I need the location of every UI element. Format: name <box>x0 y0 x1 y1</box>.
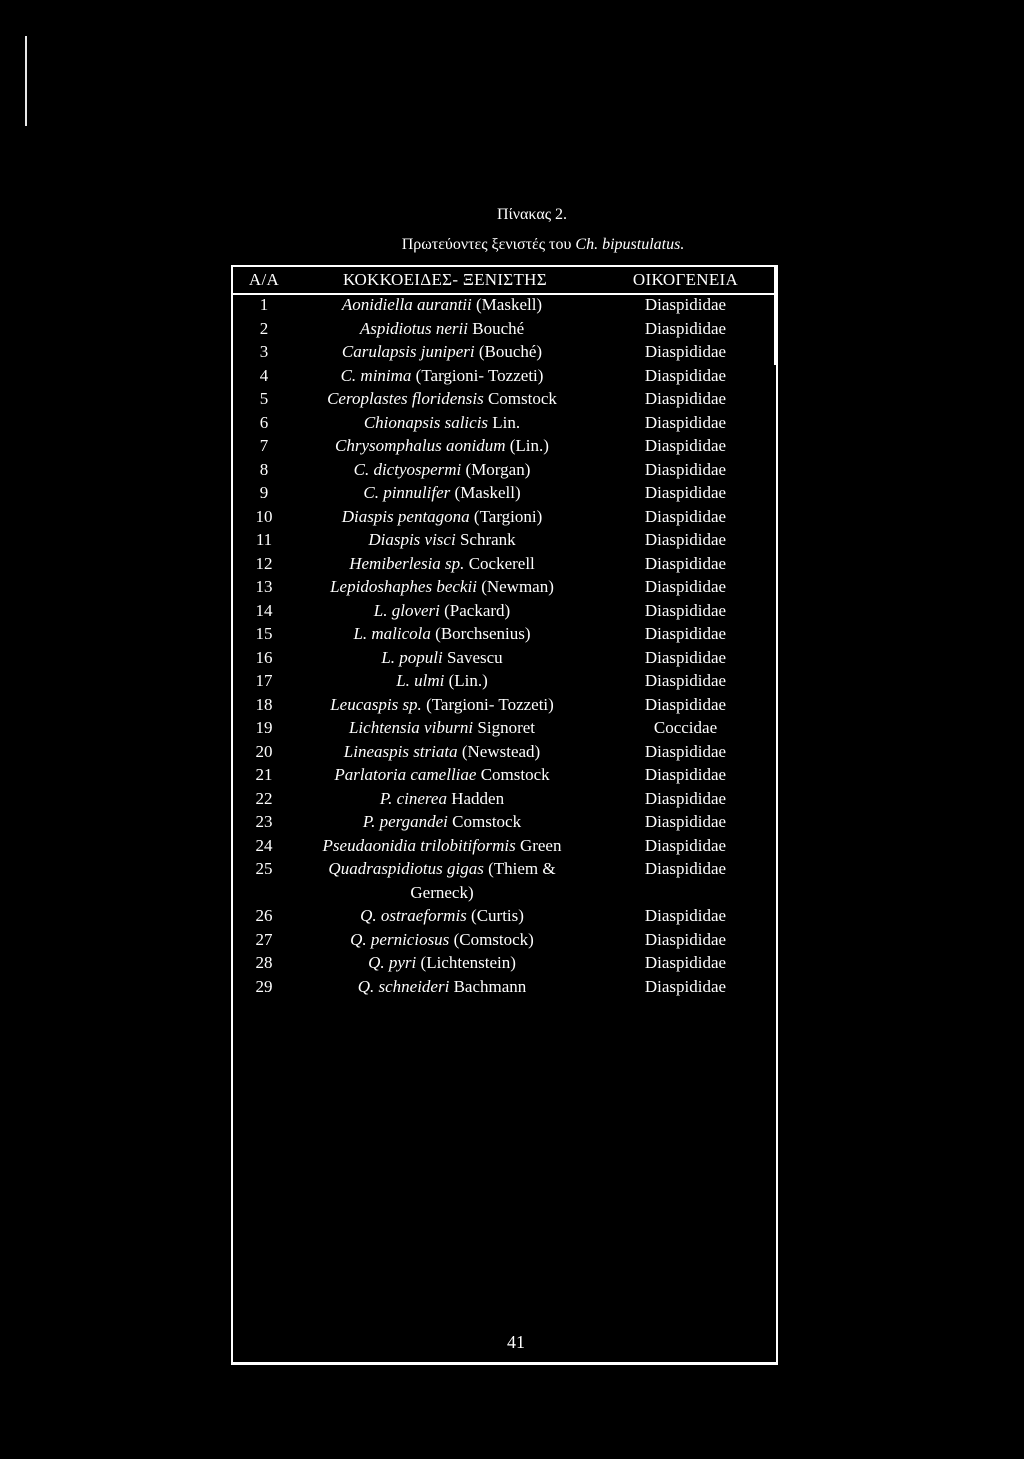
table-row <box>233 975 776 999</box>
row-index: 2 <box>259 318 269 338</box>
species-name: Parlatoria camelliae <box>334 765 477 784</box>
species-name: Aspidiotus nerii <box>359 318 468 338</box>
species-name: Q. pyri <box>368 953 417 972</box>
page-number: 41 <box>507 1332 525 1352</box>
species-author: Signoret <box>473 718 536 737</box>
row-index: 9 <box>259 483 269 502</box>
row-host-species <box>295 340 595 364</box>
species-name: C. dictyospermi <box>353 459 462 479</box>
row-index: 24 <box>255 835 273 855</box>
row-index: 3 <box>259 342 269 361</box>
row-host-species <box>295 646 595 670</box>
row-family: Diaspididae <box>644 577 727 596</box>
table-row <box>233 787 776 811</box>
table-row <box>233 340 776 364</box>
table-row <box>233 669 776 693</box>
species-author: Green <box>515 835 562 855</box>
row-host-species <box>295 975 595 999</box>
species-name: Pseudaonidia trilobitiformis <box>322 835 516 855</box>
table-row <box>233 834 776 858</box>
caption-subtitle-species: Ch. bipustulatus. <box>575 236 685 253</box>
row-index: 12 <box>255 553 273 573</box>
row-family: Diaspididae <box>644 859 727 878</box>
species-author: (Maskell) <box>450 483 521 502</box>
row-family: Diaspididae <box>644 365 727 385</box>
row-index: 21 <box>255 765 273 784</box>
row-index: 8 <box>259 459 269 479</box>
table-row <box>233 646 776 670</box>
table-row <box>233 458 776 482</box>
table-row <box>233 528 776 552</box>
table-caption-subtitle <box>0 236 1024 254</box>
row-family: Diaspididae <box>644 812 727 831</box>
species-author: Cockerell <box>464 553 535 573</box>
table-row <box>233 317 776 341</box>
row-family: Diaspididae <box>644 342 727 361</box>
table-row <box>233 411 776 435</box>
table-row <box>233 434 776 458</box>
row-host-species <box>295 458 595 482</box>
scan-artifact-line <box>25 36 27 126</box>
row-index: 17 <box>255 671 273 690</box>
row-index: 26 <box>255 906 273 925</box>
species-author: (Borchsenius) <box>430 624 531 643</box>
table-row <box>233 763 776 787</box>
row-family: Diaspididae <box>644 647 727 667</box>
row-family: Diaspididae <box>644 906 727 925</box>
species-name: Lineaspis striata <box>343 741 458 761</box>
host-species-table <box>233 267 776 998</box>
species-author: Bachmann <box>449 976 527 996</box>
row-family: Diaspididae <box>644 788 727 808</box>
species-name: Q. perniciosus <box>350 929 450 949</box>
row-host-species <box>295 528 595 552</box>
species-name: Carulapsis juniperi <box>341 342 475 361</box>
row-index: 29 <box>255 976 273 996</box>
row-family: Coccidae <box>653 718 718 737</box>
species-author: Bouché <box>467 318 525 338</box>
species-author: (Lichtenstein) <box>416 953 516 972</box>
row-host-species <box>295 904 595 928</box>
species-name: Chionapsis salicis <box>363 412 489 432</box>
row-family: Diaspididae <box>644 694 727 714</box>
species-author: (Targioni- Tozzeti) <box>411 365 544 385</box>
row-host-species <box>295 857 595 904</box>
table-row <box>233 293 776 317</box>
row-host-species <box>295 763 595 787</box>
row-index: 5 <box>259 389 269 408</box>
row-host-species <box>295 716 595 740</box>
species-author: Schrank <box>455 530 516 549</box>
row-host-species <box>295 810 595 834</box>
row-host-species <box>295 693 595 717</box>
species-name: Diaspis pentagona <box>341 506 470 526</box>
row-family: Diaspididae <box>644 530 727 549</box>
table-caption-title <box>0 206 1024 224</box>
species-author: (Targioni) <box>469 506 543 526</box>
species-author: Hadden <box>446 788 505 808</box>
row-host-species <box>295 481 595 505</box>
species-author: (Lin.) <box>505 436 549 455</box>
table-row <box>233 599 776 623</box>
species-name: Q. ostraeformis <box>360 906 467 925</box>
species-name: Ceroplastes floridensis <box>327 389 484 408</box>
species-author: (Maskell) <box>471 295 543 314</box>
row-family: Diaspididae <box>644 483 727 502</box>
caption-title-text: Πίνακας 2. <box>496 206 568 223</box>
caption-subtitle-prefix: Πρωτεύοντες ξενιστές του <box>401 236 576 253</box>
species-author: (Curtis) <box>466 906 524 925</box>
row-index: 7 <box>259 436 269 455</box>
species-name: P. pergandei <box>362 812 448 831</box>
table-row <box>233 928 776 952</box>
row-index: 18 <box>255 694 273 714</box>
row-family: Diaspididae <box>644 953 727 972</box>
row-host-species <box>295 599 595 623</box>
row-index: 16 <box>255 647 273 667</box>
species-author: (Packard) <box>439 600 511 620</box>
species-author: Comstock <box>447 812 522 831</box>
table-row <box>233 740 776 764</box>
table-row <box>233 857 776 904</box>
row-index: 27 <box>255 929 273 949</box>
species-author: Comstock <box>483 389 557 408</box>
row-family: Diaspididae <box>644 295 727 314</box>
row-family: Diaspididae <box>644 436 727 455</box>
species-name: Aonidiella aurantii <box>341 295 472 314</box>
row-family: Diaspididae <box>644 412 727 432</box>
species-name: Chrysomphalus aonidum <box>335 436 506 455</box>
species-name: Lepidoshaphes beckii <box>330 577 477 596</box>
row-host-species <box>295 622 595 646</box>
row-index: 23 <box>255 812 273 831</box>
table-row <box>233 904 776 928</box>
species-author: (Morgan) <box>461 459 531 479</box>
row-family: Diaspididae <box>644 553 727 573</box>
table-row <box>233 387 776 411</box>
row-host-species <box>295 575 595 599</box>
header-host: ΚΟΚΚΟΕΙΔΕΣ- ΞΕΝΙΣΤΗΣ <box>343 270 547 289</box>
species-name: L. gloveri <box>373 600 440 620</box>
table-border-bottom <box>231 1362 778 1365</box>
species-name: Q. schneideri <box>357 976 450 996</box>
row-host-species <box>295 787 595 811</box>
species-name: L. ulmi <box>396 671 445 690</box>
table-row <box>233 622 776 646</box>
row-index: 1 <box>259 295 269 314</box>
table-row <box>233 505 776 529</box>
species-author: (Lin.) <box>444 671 488 690</box>
table-row <box>233 693 776 717</box>
species-author: (Targioni- Tozzeti) <box>421 694 554 714</box>
row-family: Diaspididae <box>644 459 727 479</box>
row-host-species <box>295 434 595 458</box>
species-author: (Newstead) <box>457 741 541 761</box>
row-host-species <box>295 928 595 952</box>
species-author: Savescu <box>442 647 503 667</box>
table-row <box>233 575 776 599</box>
row-host-species <box>295 364 595 388</box>
table-row <box>233 810 776 834</box>
row-host-species <box>295 669 595 693</box>
species-name: Diaspis visci <box>368 530 456 549</box>
row-index: 6 <box>259 412 269 432</box>
species-name: C. pinnulifer <box>363 483 451 502</box>
row-index: 25 <box>255 859 273 878</box>
row-host-species <box>295 951 595 975</box>
row-host-species <box>295 411 595 435</box>
row-index: 15 <box>255 624 273 643</box>
header-index: Α/Α <box>248 270 280 289</box>
table-row <box>233 364 776 388</box>
table-row <box>233 951 776 975</box>
row-family: Diaspididae <box>644 506 727 526</box>
row-family: Diaspididae <box>644 835 727 855</box>
row-index: 14 <box>255 600 273 620</box>
row-host-species <box>295 834 595 858</box>
header-family: ΟΙΚΟΓΕΝΕΙΑ <box>632 270 739 289</box>
species-author: (Comstock) <box>449 929 534 949</box>
species-name: L. populi <box>381 647 443 667</box>
species-name: Leucaspis sp. <box>330 694 422 714</box>
table-row <box>233 481 776 505</box>
row-index: 28 <box>255 953 273 972</box>
table-header-row <box>233 267 776 293</box>
row-family: Diaspididae <box>644 976 727 996</box>
row-host-species <box>295 293 595 317</box>
species-author: (Thiem & Gerneck) <box>410 859 556 902</box>
row-host-species <box>295 505 595 529</box>
row-family: Diaspididae <box>644 765 727 784</box>
table-body <box>233 293 776 998</box>
row-host-species <box>295 387 595 411</box>
species-name: Hemiberlesia sp. <box>349 553 465 573</box>
table-border-right <box>776 265 778 1364</box>
row-host-species <box>295 740 595 764</box>
row-family: Diaspididae <box>644 318 727 338</box>
species-author: Comstock <box>476 765 550 784</box>
row-family: Diaspididae <box>644 624 727 643</box>
species-name: Lichtensia viburni <box>348 718 474 737</box>
row-family: Diaspididae <box>644 671 727 690</box>
row-family: Diaspididae <box>644 389 727 408</box>
row-index: 20 <box>255 741 273 761</box>
species-author: (Newman) <box>476 577 554 596</box>
table-row <box>233 716 776 740</box>
species-author: Lin. <box>488 412 521 432</box>
species-name: P. cinerea <box>379 788 447 808</box>
species-name: L. malicola <box>353 624 431 643</box>
row-index: 22 <box>255 788 273 808</box>
row-family: Diaspididae <box>644 741 727 761</box>
table-row <box>233 552 776 576</box>
row-index: 13 <box>255 577 273 596</box>
species-name: Quadraspidiotus gigas <box>328 859 484 878</box>
row-family: Diaspididae <box>644 600 727 620</box>
row-index: 11 <box>255 530 273 549</box>
species-name: C. minima <box>340 365 412 385</box>
row-index: 4 <box>259 365 269 385</box>
row-index: 10 <box>255 506 273 526</box>
row-host-species <box>295 317 595 341</box>
species-author: (Bouché) <box>474 342 543 361</box>
row-index: 19 <box>255 718 273 737</box>
row-family: Diaspididae <box>644 929 727 949</box>
row-host-species <box>295 552 595 576</box>
